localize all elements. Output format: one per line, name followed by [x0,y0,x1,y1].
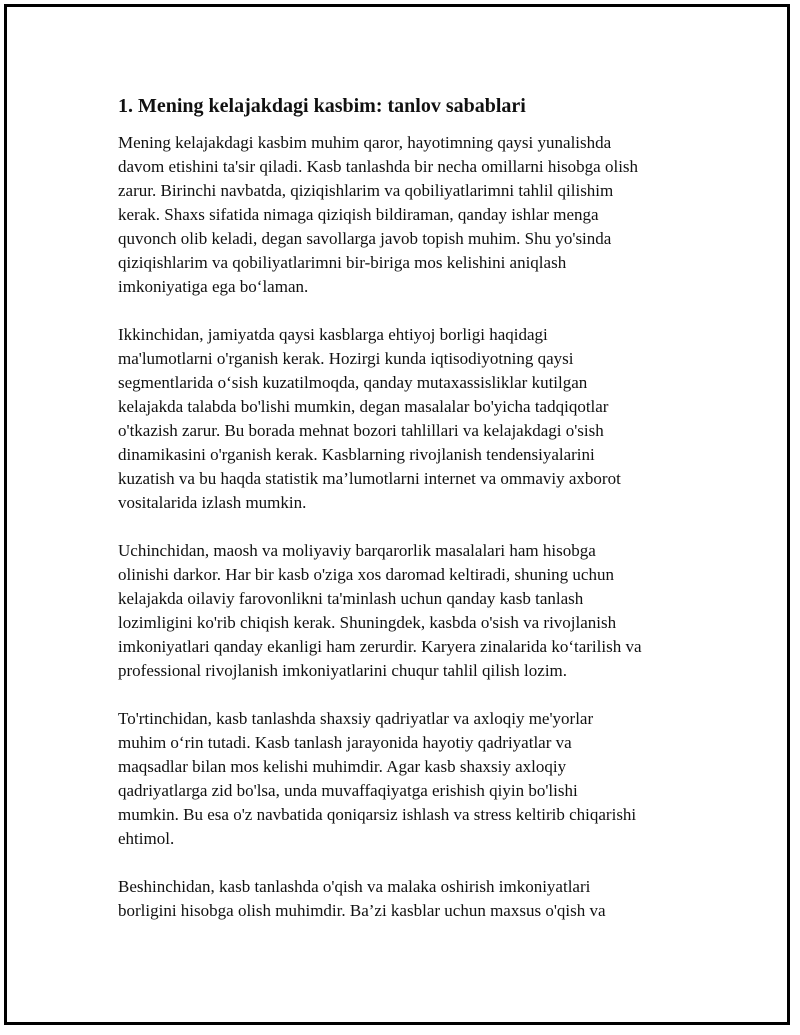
section-heading: 1. Mening kelajakdagi kasbim: tanlov sabablari [118,95,526,117]
paragraph-2: Ikkinchidan, jamiyatda qaysi kasblarga ehtiyoj borligi haqidagi ma'lumotlarni o'rganish kerak. Hozirgi kunda iqtisodiyotning qaysi segmentlarida o‘sish kuzatilmoqda, qanday mutaxassisliklar kutilgan kelajakda talabda bo'lishi mumkin, degan masalalar bo'yicha tadqiqotlar o'tkazish zarur. Bu borada mehnat bozori tahlillari va kelajakdagi o'sish dinamikasini o'rganish kerak. Kasblarning rivojlanish tendensiyalarini kuzatish va bu haqda statistik ma’lumotlarni internet va ommaviy axborot vositalarida izlash mumkin. [118,325,621,512]
paragraph-1: Mening kelajakdagi kasbim muhim qaror, hayotimning qaysi yunalishda davom etishini ta'sir qiladi. Kasb tanlashda bir necha omillarni hisobga olish zarur. Birinchi navbatda, qiziqishlarim va qobiliyatlarimni tahlil qilishim kerak. Shaxs sifatida nimaga qiziqish bildiraman, qanday ishlar menga quvonch olib keladi, degan savollarga javob topish muhim. Shu yo'sinda qiziqishlarim va qobiliyatlarimni bir-biriga mos kelishini aniqlash imkoniyatiga ega bo‘laman. [118,133,639,296]
paragraph-5: Beshinchidan, kasb tanlashda o'qish va malaka oshirish imkoniyatlari borligini hisobga olish muhimdir. Ba’zi kasblar uchun maxsus o'qish va [118,877,606,920]
paragraph-3: Uchinchidan, maosh va moliyaviy barqarorlik masalalari ham hisobga olinishi darkor. Har bir kasb o'ziga xos daromad keltiradi, shuning uchun kelajakda oilaviy farovonlikni ta'minlash uchun qanday kasb tanlash lozimligini ko'rib chiqish kerak. Shuningdek, kasbda o'sish va rivojlanish imkoniyatlari qanday ekanligi ham zerurdir. Karyera zinalarida ko‘tarilish va professional rivojlanish imkoniyatlarini chuqur tahlil qilish lozim. [118,541,642,680]
paragraph-4: To'rtinchidan, kasb tanlashda shaxsiy qadriyatlar va axloqiy me'yorlar muhim o‘rin tutadi. Kasb tanlash jarayonida hayotiy qadriyatlar va maqsadlar bilan mos kelishi muhimdir. Agar kasb shaxsiy axloqiy qadriyatlarga zid bo'lsa, unda muvaffaqiyatga erishish qiyin bo'lishi mumkin. Bu esa o'z navbatida qoniqarsiz ishlash va stress keltirib chiqarishi ehtimol. [118,709,637,848]
document-body [118,92,698,947]
